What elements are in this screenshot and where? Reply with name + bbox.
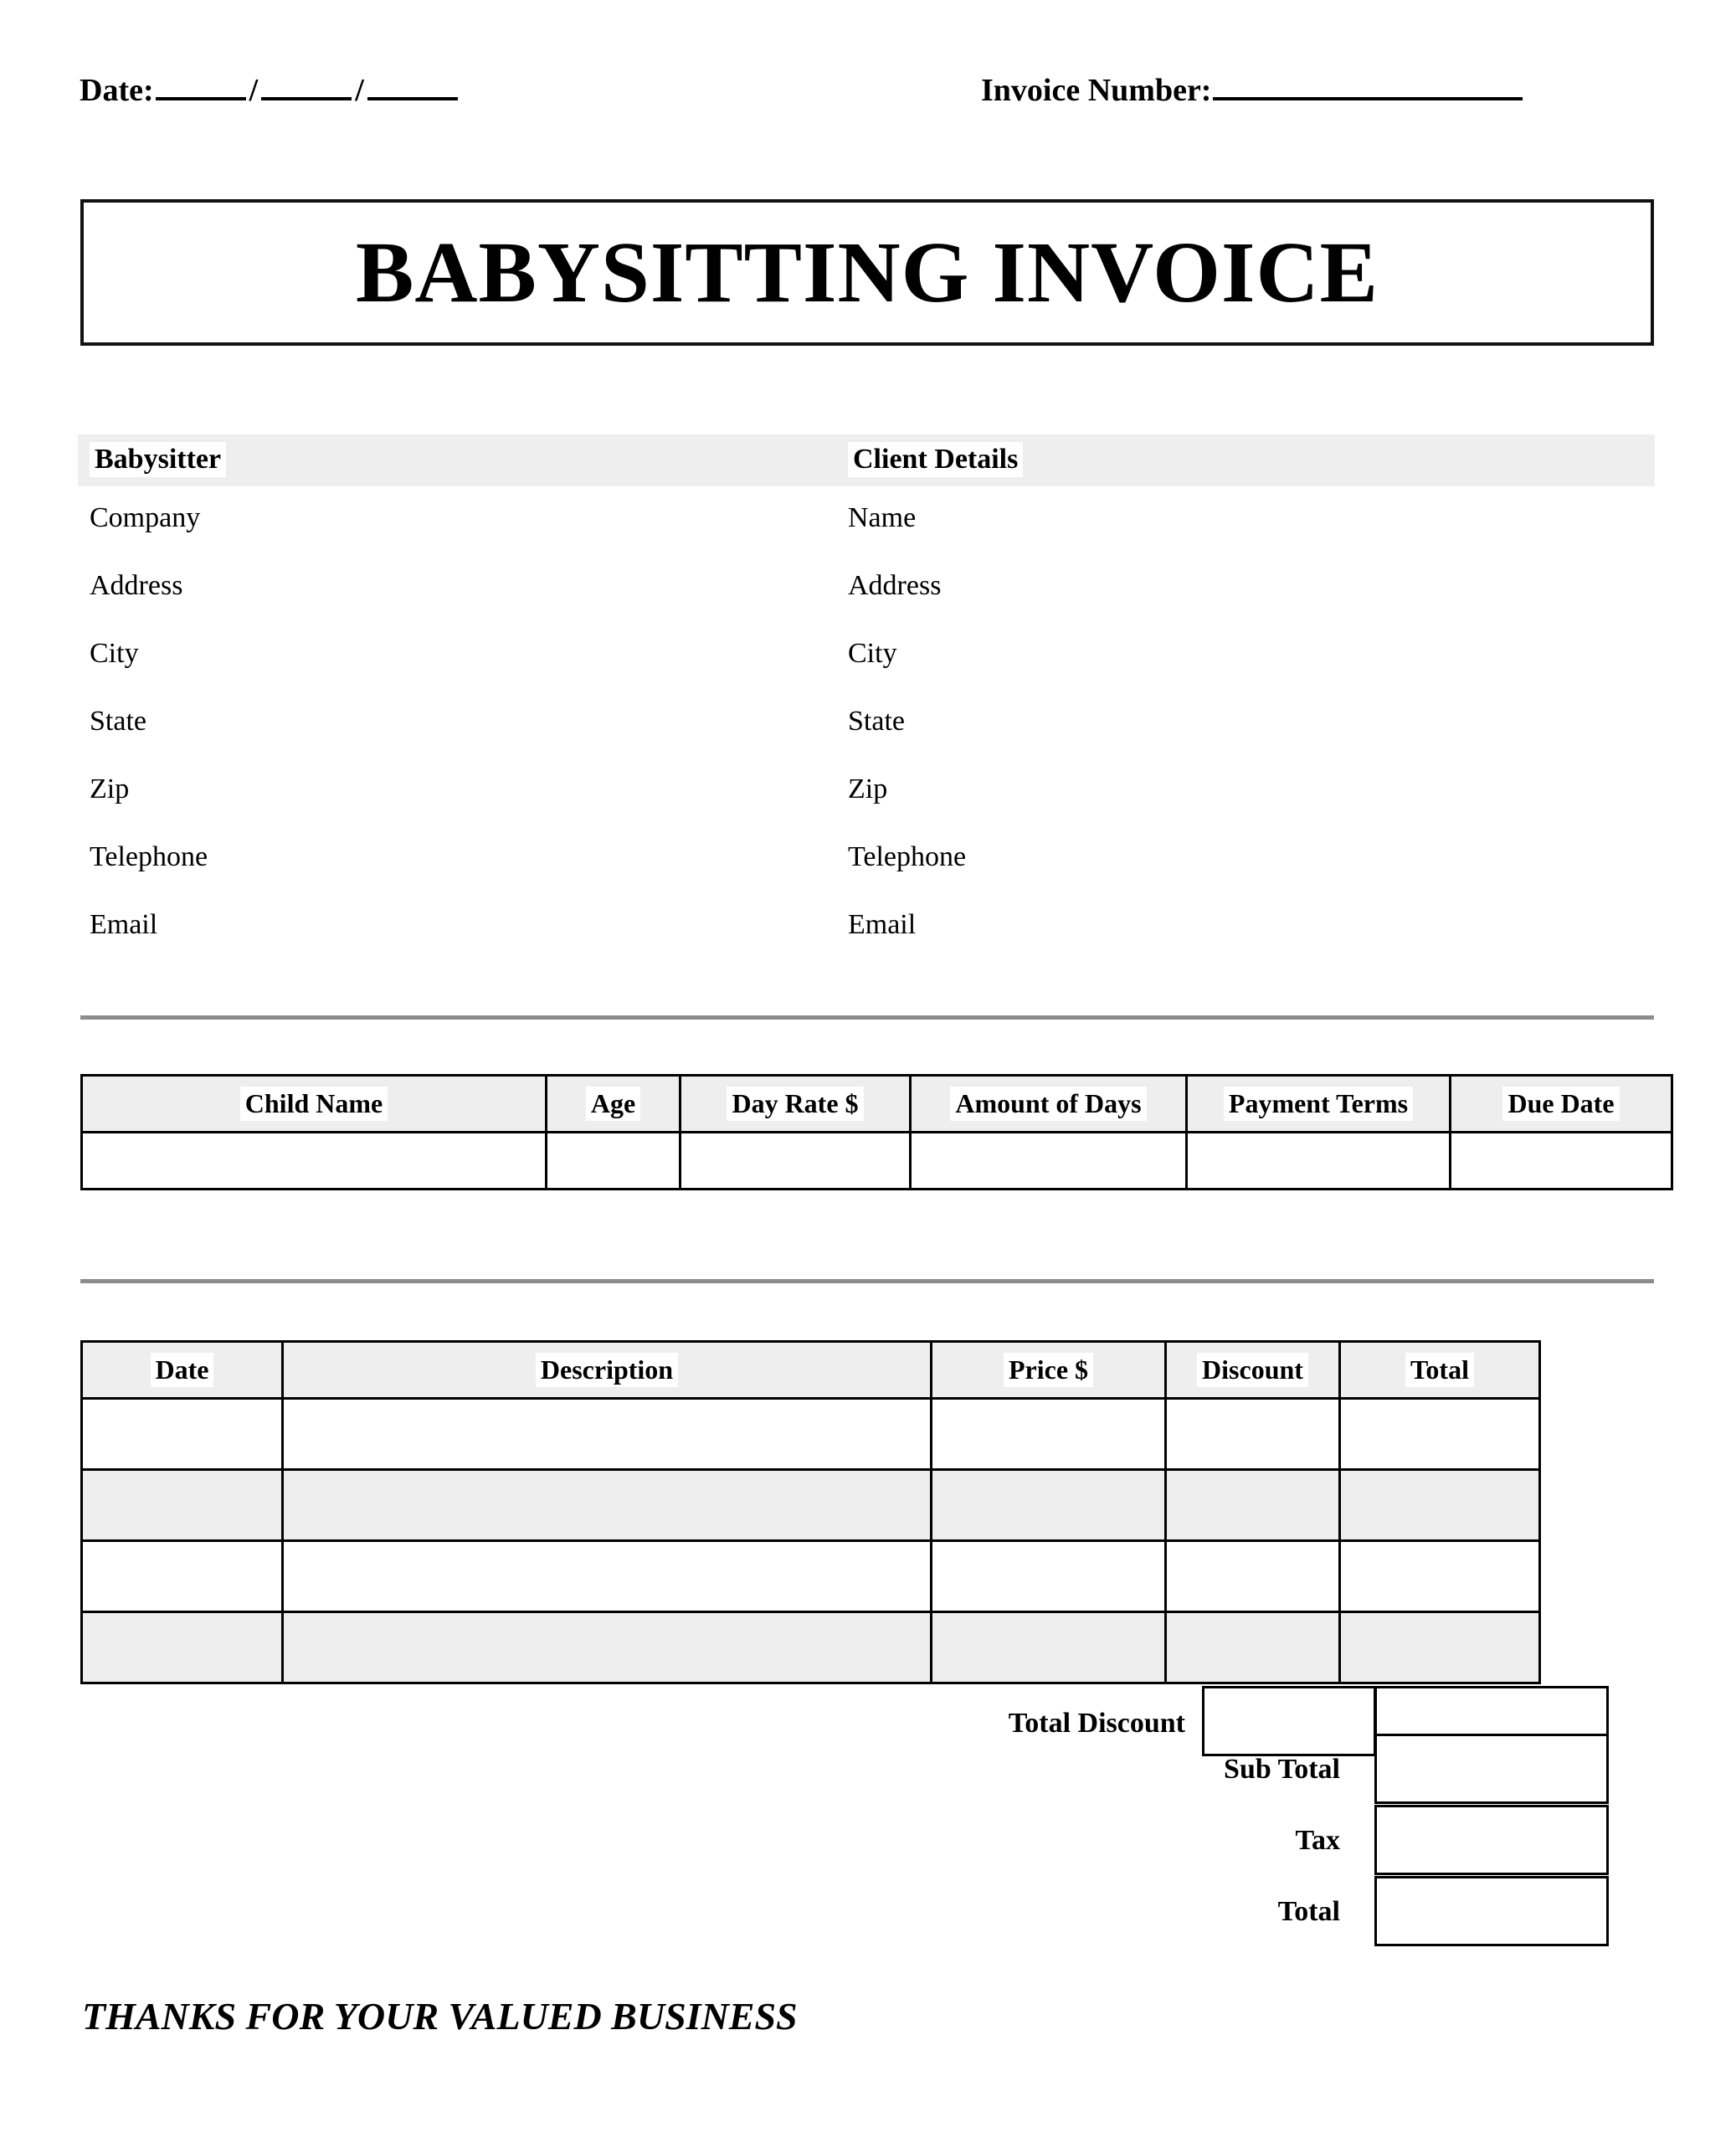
party-line	[90, 570, 1655, 638]
item-total-cell[interactable]	[1340, 1399, 1540, 1470]
table-row	[82, 1612, 1540, 1683]
item-description-cell[interactable]	[283, 1612, 932, 1683]
invoice-number-field	[981, 69, 1524, 109]
date-month-input[interactable]	[156, 69, 246, 100]
invoice-number-label: Invoice Number:	[981, 73, 1212, 108]
table-row	[82, 1133, 1672, 1190]
date-field	[80, 69, 460, 109]
item-date-cell[interactable]	[82, 1612, 283, 1683]
total-discount-value[interactable]	[1202, 1686, 1376, 1756]
item-total-cell[interactable]	[1340, 1541, 1540, 1612]
parties-body	[90, 502, 1655, 977]
babysitter-zip-label: Zip	[90, 773, 130, 804]
age-header: Age	[547, 1076, 681, 1133]
grand-total-label: Total	[1277, 1896, 1340, 1927]
item-price-cell[interactable]	[932, 1470, 1166, 1541]
title-box	[80, 199, 1654, 346]
party-line	[90, 638, 1655, 706]
babysitter-telephone-label: Telephone	[90, 841, 208, 872]
total-discount-label: Total Discount	[1008, 1708, 1185, 1739]
client-name-label: Name	[848, 502, 917, 533]
babysitter-city-label: City	[90, 638, 139, 669]
date-year-input[interactable]	[367, 69, 458, 100]
babysitter-address-label: Address	[90, 570, 183, 601]
party-line	[90, 773, 1655, 841]
footer-thanks-message: THANKS FOR YOUR VALUED BUSINESS	[82, 1995, 798, 2038]
table-row	[82, 1470, 1540, 1541]
babysitter-header: Babysitter	[90, 442, 226, 477]
child-details-table	[80, 1074, 1673, 1190]
item-discount-cell[interactable]	[1166, 1399, 1340, 1470]
party-line	[90, 706, 1655, 773]
line-items-table	[80, 1340, 1541, 1684]
item-description-cell[interactable]	[283, 1399, 932, 1470]
date-separator-2: /	[355, 73, 364, 108]
meta-row	[80, 69, 1656, 119]
due-date-header: Due Date	[1451, 1076, 1672, 1133]
date-header: Date	[82, 1342, 283, 1399]
amount-of-days-cell[interactable]	[911, 1133, 1187, 1190]
party-line	[90, 502, 1655, 570]
item-date-cell[interactable]	[82, 1470, 283, 1541]
discount-header: Discount	[1166, 1342, 1340, 1399]
day-rate-cell[interactable]	[681, 1133, 911, 1190]
item-description-cell[interactable]	[283, 1541, 932, 1612]
total-header: Total	[1340, 1342, 1540, 1399]
section-separator	[80, 1015, 1654, 1020]
item-discount-cell[interactable]	[1166, 1470, 1340, 1541]
date-separator-1: /	[249, 73, 259, 108]
client-details-header: Client Details	[848, 442, 1023, 477]
parties-header-band	[78, 434, 1655, 486]
tax-value[interactable]	[1374, 1805, 1609, 1875]
date-day-input[interactable]	[261, 69, 352, 100]
child-name-header: Child Name	[82, 1076, 547, 1133]
tax-label: Tax	[1295, 1825, 1340, 1856]
grand-total-value[interactable]	[1374, 1876, 1609, 1946]
child-name-cell[interactable]	[82, 1133, 547, 1190]
payment-terms-cell[interactable]	[1187, 1133, 1451, 1190]
due-date-cell[interactable]	[1451, 1133, 1672, 1190]
table-header-row	[82, 1342, 1540, 1399]
client-zip-label: Zip	[848, 773, 888, 804]
sub-total-label: Sub Total	[1224, 1754, 1340, 1785]
item-date-cell[interactable]	[82, 1399, 283, 1470]
item-discount-cell[interactable]	[1166, 1612, 1340, 1683]
amount-of-days-header: Amount of Days	[911, 1076, 1187, 1133]
date-label: Date:	[80, 73, 154, 108]
babysitter-email-label: Email	[90, 909, 158, 940]
payment-terms-header: Payment Terms	[1187, 1076, 1451, 1133]
item-total-cell[interactable]	[1340, 1612, 1540, 1683]
party-line	[90, 841, 1655, 909]
client-city-label: City	[848, 638, 897, 669]
client-state-label: State	[848, 706, 905, 737]
party-line	[90, 909, 1655, 977]
price-header: Price $	[932, 1342, 1166, 1399]
section-separator	[80, 1279, 1654, 1283]
client-telephone-label: Telephone	[848, 841, 967, 872]
item-price-cell[interactable]	[932, 1612, 1166, 1683]
babysitter-state-label: State	[90, 706, 146, 737]
item-price-cell[interactable]	[932, 1399, 1166, 1470]
day-rate-header: Day Rate $	[681, 1076, 911, 1133]
table-header-row	[82, 1076, 1672, 1133]
babysitter-company-label: Company	[90, 502, 201, 533]
item-description-cell[interactable]	[283, 1470, 932, 1541]
description-header: Description	[283, 1342, 932, 1399]
item-price-cell[interactable]	[932, 1541, 1166, 1612]
client-address-label: Address	[848, 570, 942, 601]
item-total-cell[interactable]	[1340, 1470, 1540, 1541]
page-title: BABYSITTING INVOICE	[356, 224, 1379, 321]
age-cell[interactable]	[547, 1133, 681, 1190]
client-email-label: Email	[848, 909, 917, 940]
sub-total-value[interactable]	[1374, 1734, 1609, 1804]
table-row	[82, 1541, 1540, 1612]
table-row	[82, 1399, 1540, 1470]
invoice-number-input[interactable]	[1213, 69, 1523, 100]
item-discount-cell[interactable]	[1166, 1541, 1340, 1612]
item-date-cell[interactable]	[82, 1541, 283, 1612]
